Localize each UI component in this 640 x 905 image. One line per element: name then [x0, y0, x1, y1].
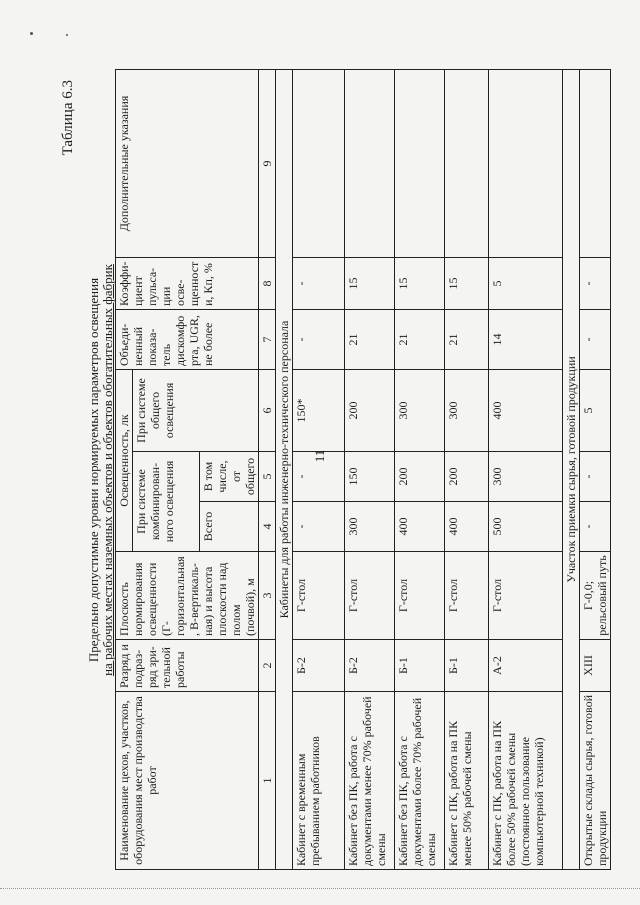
- cell-category: Б-1: [445, 640, 489, 692]
- table-row: [489, 69, 563, 869]
- cell-notes: [489, 69, 563, 257]
- cell-notes: [395, 69, 445, 257]
- table-row: [395, 69, 445, 869]
- cell-ugr: 21: [445, 309, 489, 369]
- column-number-row: [259, 69, 276, 869]
- table-row: [580, 69, 611, 869]
- header-combined: При системе комбинирован-ного освещения: [133, 452, 200, 552]
- scan-speck: [30, 32, 33, 35]
- column-number: 3: [259, 552, 276, 640]
- lighting-norms-table: [115, 69, 611, 870]
- cell-incl: -: [580, 452, 611, 502]
- header-general: При системе общего освещения: [133, 369, 259, 451]
- cell-plane: Г-стол: [345, 552, 395, 640]
- column-number: 7: [259, 309, 276, 369]
- cell-kp: -: [293, 257, 345, 309]
- cell-total: 500: [489, 502, 563, 552]
- table-row: [345, 69, 395, 869]
- table-row: [293, 69, 345, 869]
- section-title: Кабинеты для работы инженерно-технического персонала: [276, 69, 293, 869]
- cell-kp: 5: [489, 257, 563, 309]
- cell-ugr: -: [293, 309, 345, 369]
- cell-ugr: 21: [395, 309, 445, 369]
- table-row: [445, 69, 489, 869]
- column-number: 2: [259, 640, 276, 692]
- header-kp: Коэффи-циент пульса-ции осве-щенности, Кп, %: [116, 257, 259, 309]
- cell-notes: [345, 69, 395, 257]
- cell-incl: 150: [345, 452, 395, 502]
- cell-total: 400: [445, 502, 489, 552]
- caption-line-1: Предельно допустимые уровни нормируемых параметров освещения: [86, 277, 101, 663]
- scan-speck: [66, 34, 68, 36]
- cell-general: 400: [489, 369, 563, 451]
- cell-notes: [445, 69, 489, 257]
- column-number: 9: [259, 69, 276, 257]
- cell-category: А-2: [489, 640, 563, 692]
- cell-category: Б-2: [293, 640, 345, 692]
- cell-ugr: 21: [345, 309, 395, 369]
- cell-plane: Г-стол: [489, 552, 563, 640]
- cell-category: Б-2: [345, 640, 395, 692]
- cell-general: 150*: [293, 369, 345, 451]
- header-illuminance: Освещенность, лк: [116, 369, 133, 551]
- cell-category: XIII: [580, 640, 611, 692]
- section-title: Участок приемки сырья, готовой продукции: [563, 69, 580, 869]
- cell-incl: -: [293, 452, 345, 502]
- cell-incl: 200: [445, 452, 489, 502]
- column-number: 8: [259, 257, 276, 309]
- cell-general: 300: [445, 369, 489, 451]
- rotated-page-content: [60, 70, 609, 870]
- cell-plane: Г-0,0; рельсовый путь: [580, 552, 611, 640]
- cell-kp: 15: [345, 257, 395, 309]
- cell-total: 300: [345, 502, 395, 552]
- cell-name: Открытые склады сырья, готовой продукции: [580, 692, 611, 870]
- cell-name: Кабинет с ПК, работа на ПК менее 50% рабочей смены: [445, 692, 489, 870]
- cell-name: Кабинет без ПК, работа с документами более 70% рабочей смены: [395, 692, 445, 870]
- table-label: Таблица 6.3: [60, 80, 76, 156]
- cell-general: 200: [345, 369, 395, 451]
- column-number: 5: [259, 452, 276, 502]
- column-number: 4: [259, 502, 276, 552]
- cell-total: -: [580, 502, 611, 552]
- cell-ugr: 14: [489, 309, 563, 369]
- column-number: 6: [259, 369, 276, 451]
- cell-plane: Г-стол: [293, 552, 345, 640]
- cell-kp: 15: [445, 257, 489, 309]
- cell-total: 400: [395, 502, 445, 552]
- cell-incl: 200: [395, 452, 445, 502]
- column-number: 1: [259, 692, 276, 870]
- header-ugr: Объеди-ненный показа-тель дискомфорта, UGR, не более: [116, 309, 259, 369]
- page-number: 11: [312, 449, 327, 463]
- scan-edge-line: [0, 888, 640, 889]
- cell-notes: [293, 69, 345, 257]
- header-name: Наименование цехов, участков, оборудования мест производства работ: [116, 692, 259, 870]
- table-caption: [87, 70, 115, 870]
- cell-plane: Г-стол: [395, 552, 445, 640]
- header-total: Всего: [200, 502, 259, 552]
- cell-general: 300: [395, 369, 445, 451]
- cell-category: Б-1: [395, 640, 445, 692]
- cell-plane: Г-стол: [445, 552, 489, 640]
- cell-name: Кабинет без ПК, работа с документами менее 70% рабочей смены: [345, 692, 395, 870]
- cell-name: Кабинет с временным пребыванием работников: [293, 692, 345, 870]
- section-row: [276, 69, 293, 869]
- cell-general: 5: [580, 369, 611, 451]
- section-row: [563, 69, 580, 869]
- header-incl-general: В том числе, от общего: [200, 452, 259, 502]
- cell-kp: -: [580, 257, 611, 309]
- caption-line-2: на рабочих местах наземных объектов и объектов обогатительных фабрик: [100, 264, 115, 676]
- cell-incl: 300: [489, 452, 563, 502]
- cell-name: Кабинет с ПК, работа на ПК более 50% рабочей смены (постоянное пользование компьютерной техникой): [489, 692, 563, 870]
- header-category: Разряд и подраз-ряд зри-тельной работы: [116, 640, 259, 692]
- cell-ugr: -: [580, 309, 611, 369]
- cell-kp: 15: [395, 257, 445, 309]
- header-plane: Плоскость нормирования освещенности (Г-горизонтальная, В-вертикаль-ная) и высота плоскости над полом (почвой), м: [116, 552, 259, 640]
- cell-notes: [580, 69, 611, 257]
- cell-total: -: [293, 502, 345, 552]
- header-notes: Дополнительные указания: [116, 69, 259, 257]
